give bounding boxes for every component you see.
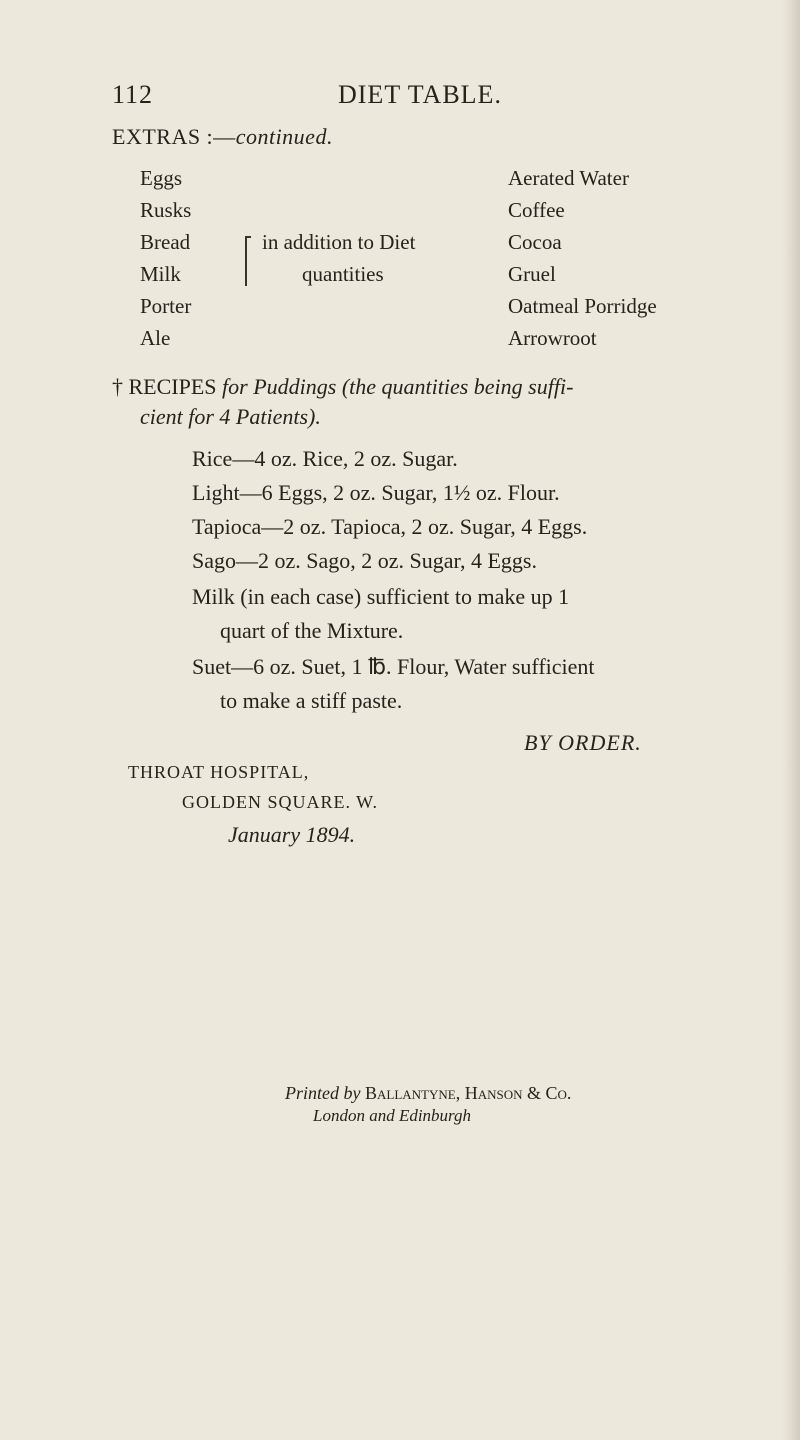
extras-heading-suffix: continued. — [235, 124, 333, 149]
extras-left-item: Porter — [140, 294, 192, 318]
page-number: 112 — [112, 80, 154, 109]
extras-left-item: Milk — [140, 262, 181, 286]
brace-note-line1: in addition to Diet — [262, 230, 416, 254]
recipe-line: Rice—4 oz. Rice, 2 oz. Sugar. — [192, 446, 458, 471]
recipe-line: quart of the Mixture. — [220, 618, 404, 643]
extras-heading-text: EXTRAS :— — [112, 124, 236, 149]
extras-left-item: Bread — [140, 230, 191, 254]
imprint-line1 — [285, 1083, 571, 1104]
extras-heading — [112, 124, 333, 150]
recipe-line: Milk (in each case) sufficient to make up 1 — [192, 584, 570, 609]
imprint-printer: Ballantyne, Hanson & Co. — [364, 1083, 572, 1103]
recipe-line: to make a stiff paste. — [220, 688, 403, 713]
recipes-heading-line — [112, 374, 573, 400]
extras-right-item: Cocoa — [508, 230, 562, 254]
recipe-line: Tapioca—2 oz. Tapioca, 2 oz. Sugar, 4 Eggs. — [192, 514, 588, 539]
hospital-address: GOLDEN SQUARE. W. — [182, 792, 379, 812]
extras-right-item: Gruel — [508, 262, 556, 286]
imprint-location: London and Edinburgh — [313, 1106, 472, 1125]
page-edge-shadow — [782, 0, 800, 1440]
by-order: BY ORDER. — [524, 730, 642, 755]
recipes-intro-line1: for Puddings (the quantities being suffi- — [222, 374, 574, 399]
recipe-line: Suet—6 oz. Suet, 1 ℔. Flour, Water sufficient — [192, 654, 595, 679]
recipes-intro-line2: cient for 4 Patients). — [140, 404, 321, 429]
document-date: January 1894. — [228, 822, 356, 847]
extras-right-item: Coffee — [508, 198, 565, 222]
extras-left-item: Rusks — [140, 198, 192, 222]
recipe-line: Sago—2 oz. Sago, 2 oz. Sugar, 4 Eggs. — [192, 548, 537, 573]
extras-right-item: Aerated Water — [508, 166, 629, 190]
recipes-heading: RECIPES — [128, 374, 217, 399]
extras-right-item: Arrowroot — [508, 326, 597, 350]
brace-note-line2: quantities — [302, 262, 384, 286]
recipes-dagger: † — [112, 374, 123, 399]
page-title: DIET TABLE. — [338, 80, 502, 109]
recipe-line: Light—6 Eggs, 2 oz. Sugar, 1½ oz. Flour. — [192, 480, 560, 505]
extras-left-item: Eggs — [140, 166, 182, 190]
brace-mark — [245, 236, 255, 286]
imprint-printed-by: Printed by — [285, 1083, 361, 1103]
hospital-name: THROAT HOSPITAL, — [128, 762, 310, 782]
extras-right-item: Oatmeal Porridge — [508, 294, 657, 318]
extras-left-item: Ale — [140, 326, 171, 350]
